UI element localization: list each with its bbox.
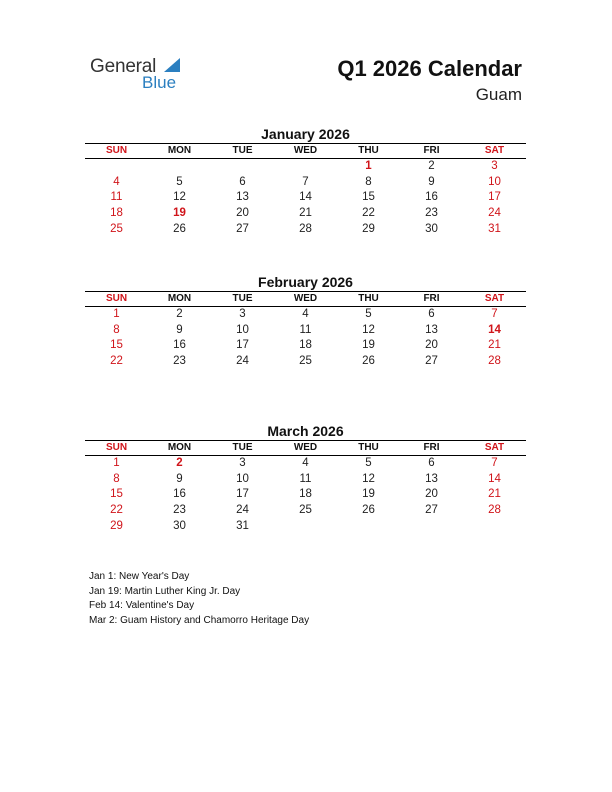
day-cell: 8: [365, 175, 372, 188]
day-cell: 6: [428, 457, 435, 469]
weekday-label: SAT: [484, 442, 505, 453]
day-cell: 8: [113, 323, 120, 336]
day-cell: 18: [299, 339, 312, 352]
day-cell: 19: [362, 488, 375, 501]
week-row: [85, 338, 526, 354]
day-cell: 11: [299, 323, 312, 336]
day-cell: 19: [173, 207, 186, 220]
weekday-label: SUN: [105, 442, 128, 453]
day-cell: 4: [113, 175, 120, 188]
day-cell: 3: [239, 457, 246, 469]
weekday-label: MON: [167, 293, 192, 304]
day-cell: 23: [425, 207, 438, 220]
weekday-label: SAT: [484, 145, 505, 156]
day-cell: 12: [362, 472, 375, 485]
weekday-header: [85, 440, 526, 456]
day-cell: 6: [239, 175, 246, 188]
day-cell: 25: [110, 222, 123, 235]
day-cell: 2: [428, 160, 435, 172]
day-cell: 17: [488, 191, 501, 204]
day-cell: 1: [113, 308, 120, 320]
day-cell: 9: [428, 175, 435, 188]
day-cell: 29: [110, 519, 123, 532]
day-cell: 5: [365, 457, 372, 469]
month-january: [85, 125, 526, 237]
day-cell: 19: [362, 339, 375, 352]
empty-day-cell: [463, 519, 526, 535]
day-cell: 27: [236, 222, 249, 235]
day-cell: 7: [302, 175, 309, 188]
day-cell: 11: [110, 191, 123, 204]
empty-day-cell: [211, 159, 274, 175]
day-cell: 31: [488, 222, 501, 235]
day-cell: 6: [428, 308, 435, 320]
weekday-label: TUE: [232, 145, 253, 156]
empty-day-cell: [148, 159, 211, 175]
holiday-entry: Mar 2: Guam History and Chamorro Heritage Day: [89, 614, 310, 626]
empty-day-cell: [274, 519, 337, 535]
day-cell: 3: [491, 160, 498, 172]
day-cell: 28: [488, 355, 501, 368]
weekday-header: [85, 143, 526, 159]
day-cell: 10: [236, 472, 249, 485]
weekday-label: THU: [358, 145, 379, 156]
day-cell: 16: [425, 191, 438, 204]
day-cell: 13: [236, 191, 249, 204]
day-cell: 26: [173, 222, 186, 235]
empty-day-cell: [337, 519, 400, 535]
day-cell: 5: [176, 175, 183, 188]
day-cell: 13: [425, 323, 438, 336]
holiday-entry: Feb 14: Valentine's Day: [89, 600, 195, 611]
day-cell: 9: [176, 472, 183, 485]
day-cell: 20: [236, 207, 249, 220]
month-title: March 2026: [267, 423, 344, 439]
holiday-entry: Jan 1: New Year's Day: [89, 571, 190, 582]
day-cell: 14: [488, 323, 501, 336]
day-cell: 23: [173, 355, 186, 368]
week-row: [85, 307, 526, 323]
day-cell: 18: [110, 207, 123, 220]
day-cell: 21: [299, 207, 312, 220]
holiday-entry: Jan 19: Martin Luther King Jr. Day: [89, 585, 241, 597]
weekday-label: MON: [167, 442, 192, 453]
day-cell: 7: [491, 308, 498, 320]
day-cell: 17: [236, 488, 249, 501]
day-cell: 24: [236, 355, 249, 368]
day-cell: 1: [113, 457, 120, 469]
weekday-header: [85, 291, 526, 307]
weekday-label: SUN: [105, 293, 128, 304]
day-cell: 12: [173, 191, 186, 204]
day-cell: 25: [299, 355, 312, 368]
logo-triangle-icon: [164, 58, 180, 72]
page-subtitle: Guam: [475, 85, 522, 104]
day-cell: 14: [488, 472, 501, 485]
week-row: [85, 175, 526, 191]
weekday-label: FRI: [423, 442, 440, 453]
day-cell: 4: [302, 308, 309, 320]
day-cell: 22: [110, 504, 123, 517]
day-cell: 12: [362, 323, 375, 336]
weekday-label: FRI: [423, 293, 440, 304]
empty-day-cell: [274, 159, 337, 175]
day-cell: 15: [110, 339, 123, 352]
holiday-list: [89, 570, 309, 628]
day-cell: 31: [236, 519, 249, 532]
day-cell: 28: [488, 504, 501, 517]
weekday-label: WED: [293, 145, 318, 156]
month-march: [85, 422, 526, 534]
empty-day-cell: [85, 159, 148, 175]
day-cell: 22: [362, 207, 375, 220]
day-cell: 2: [176, 308, 183, 320]
weekday-label: THU: [358, 293, 379, 304]
weekday-label: TUE: [232, 293, 253, 304]
day-cell: 28: [299, 222, 312, 235]
day-cell: 15: [362, 191, 375, 204]
day-cell: 17: [236, 339, 249, 352]
day-cell: 15: [110, 488, 123, 501]
day-cell: 25: [299, 504, 312, 517]
day-cell: 20: [425, 339, 438, 352]
day-cell: 23: [173, 504, 186, 517]
week-row: [85, 354, 526, 370]
weekday-label: WED: [293, 293, 318, 304]
week-row: [85, 503, 526, 519]
week-row: [85, 519, 526, 535]
weekday-label: SUN: [105, 145, 128, 156]
weekday-label: FRI: [423, 145, 440, 156]
day-cell: 3: [239, 308, 246, 320]
day-cell: 14: [299, 191, 312, 204]
weekday-label: WED: [293, 442, 318, 453]
logo-text-general: General: [90, 56, 157, 77]
day-cell: 24: [488, 207, 501, 220]
day-cell: 21: [488, 339, 501, 352]
week-row: [85, 487, 526, 503]
day-cell: 10: [236, 323, 249, 336]
day-cell: 4: [302, 457, 309, 469]
day-cell: 8: [113, 472, 120, 485]
day-cell: 11: [299, 472, 312, 485]
weekday-label: TUE: [232, 442, 253, 453]
day-cell: 27: [425, 504, 438, 517]
day-cell: 2: [176, 457, 183, 469]
week-row: [85, 190, 526, 206]
day-cell: 9: [176, 323, 183, 336]
day-cell: 20: [425, 488, 438, 501]
logo-text-blue: Blue: [142, 73, 177, 92]
day-cell: 27: [425, 355, 438, 368]
weekday-label: THU: [358, 442, 379, 453]
week-row: [85, 323, 526, 339]
week-row: [85, 456, 526, 472]
month-february: [85, 273, 526, 370]
week-row: [85, 222, 526, 238]
weekday-label: SAT: [484, 293, 505, 304]
week-row: [85, 472, 526, 488]
day-cell: 30: [425, 222, 438, 235]
day-cell: 16: [173, 339, 186, 352]
generalblue-logo: [90, 56, 190, 96]
day-cell: 13: [425, 472, 438, 485]
day-cell: 22: [110, 355, 123, 368]
day-cell: 26: [362, 355, 375, 368]
day-cell: 26: [362, 504, 375, 517]
month-title: February 2026: [258, 274, 353, 290]
day-cell: 7: [491, 457, 498, 469]
day-cell: 18: [299, 488, 312, 501]
week-row: [85, 206, 526, 222]
month-title: January 2026: [261, 126, 350, 142]
page-title: Q1 2026 Calendar: [337, 56, 522, 81]
day-cell: 16: [173, 488, 186, 501]
day-cell: 30: [173, 519, 186, 532]
weekday-label: MON: [167, 145, 192, 156]
day-cell: 21: [488, 488, 501, 501]
day-cell: 24: [236, 504, 249, 517]
empty-day-cell: [400, 519, 463, 535]
week-row: [85, 159, 526, 175]
day-cell: 10: [488, 175, 501, 188]
day-cell: 1: [365, 160, 372, 172]
day-cell: 29: [362, 222, 375, 235]
day-cell: 5: [365, 308, 372, 320]
